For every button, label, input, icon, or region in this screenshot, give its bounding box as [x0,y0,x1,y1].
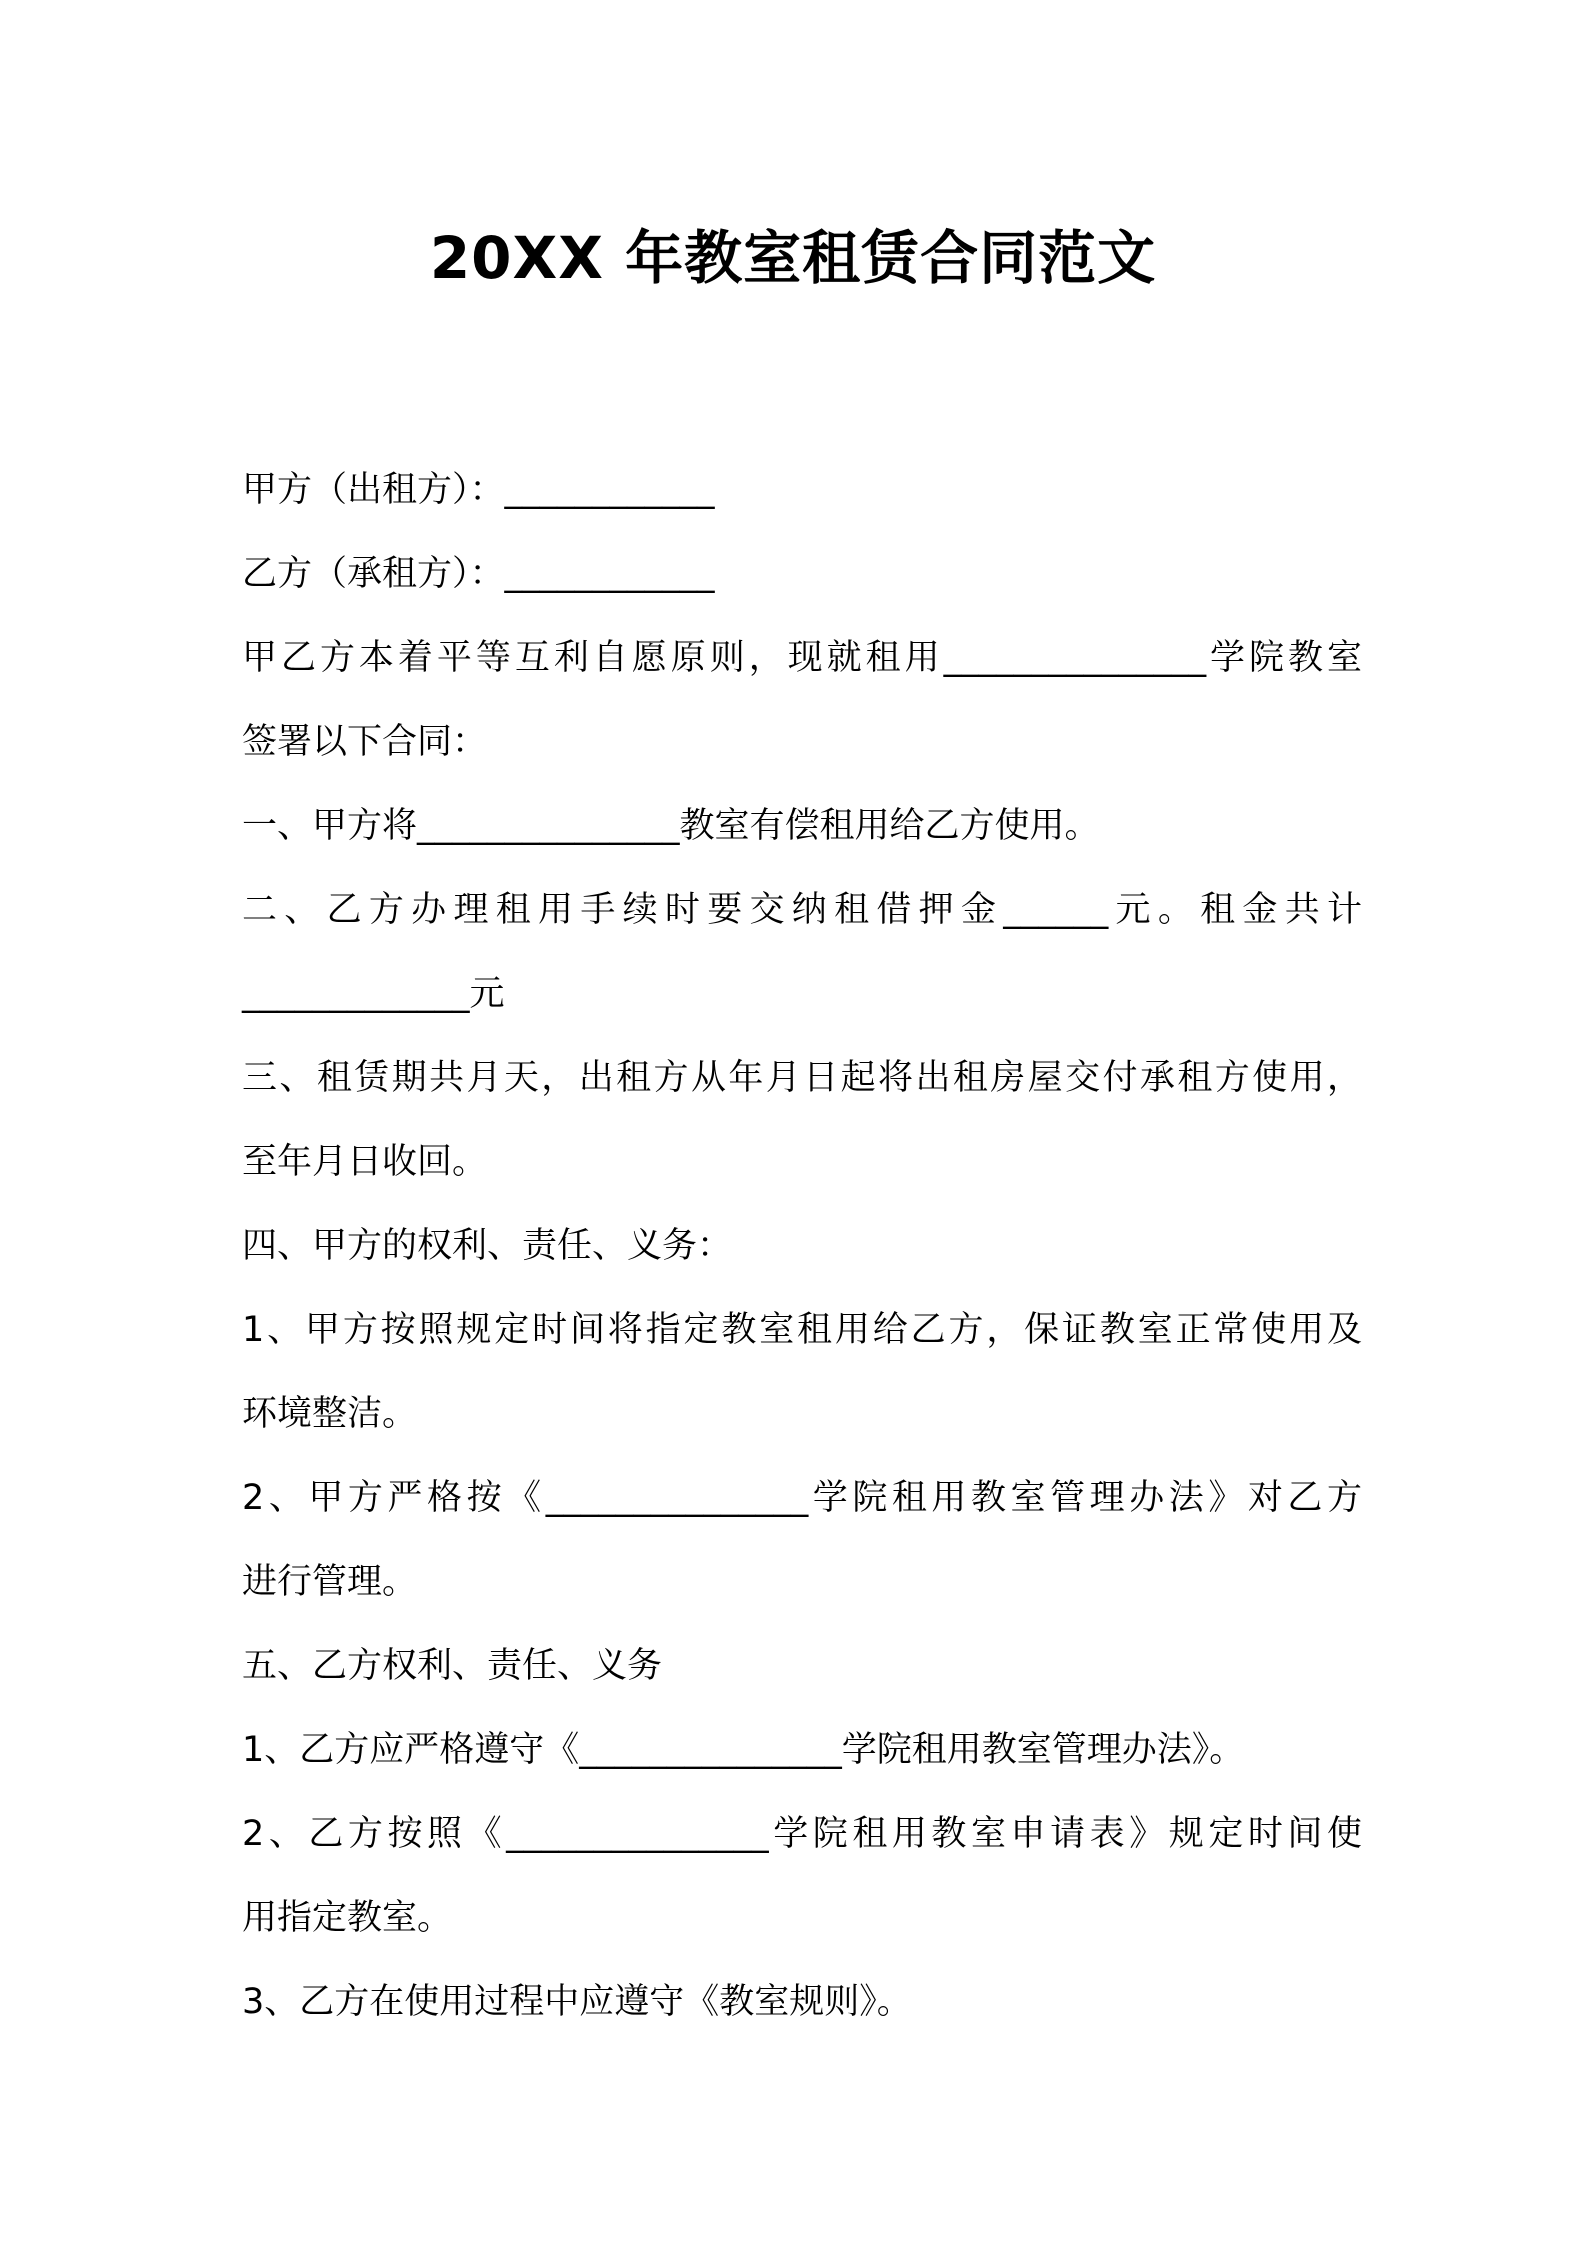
party-a-line: 甲方（出租方）：____________ [242,470,715,510]
contract-body [242,448,1362,2044]
document-title: 20XX 年教室租赁合同范文 [429,224,1157,292]
clause-line: 2、乙方按照《_______________学院租用教室申请表》规定时间使 [242,1814,1362,1854]
clause-line: 用指定教室。 [242,1898,453,1938]
clause-line: 进行管理。 [242,1562,418,1602]
section-heading: 五、乙方权利、责任、义务 [242,1646,663,1686]
clause-line: 1、甲方按照规定时间将指定教室租用给乙方，保证教室正常使用及 [242,1310,1362,1350]
clause-line: 二、乙方办理租用手续时要交纳租借押金______元。租金共计 [242,890,1362,930]
party-b-line: 乙方（承租方）：____________ [242,554,715,594]
preamble-line: 甲乙方本着平等互利自愿原则，现就租用_______________学院教室 [242,638,1362,678]
clause-line: 环境整洁。 [242,1394,418,1434]
clause-line: 3、乙方在使用过程中应遵守《教室规则》。 [242,1982,912,2022]
clause-line: 2、甲方严格按《_______________学院租用教室管理办法》对乙方 [242,1478,1362,1518]
clause-line: _____________元 [242,974,505,1014]
clause-line: 1、乙方应严格遵守《_______________学院租用教室管理办法》。 [242,1730,1245,1770]
clause-line: 一、甲方将_______________教室有偿租用给乙方使用。 [242,806,1100,846]
section-heading: 四、甲方的权利、责任、义务： [242,1226,733,1266]
clause-line: 三、租赁期共月天，出租方从年月日起将出租房屋交付承租方使用， [242,1058,1362,1098]
clause-line: 至年月日收回。 [242,1142,488,1182]
preamble-line: 签署以下合同： [242,722,488,762]
